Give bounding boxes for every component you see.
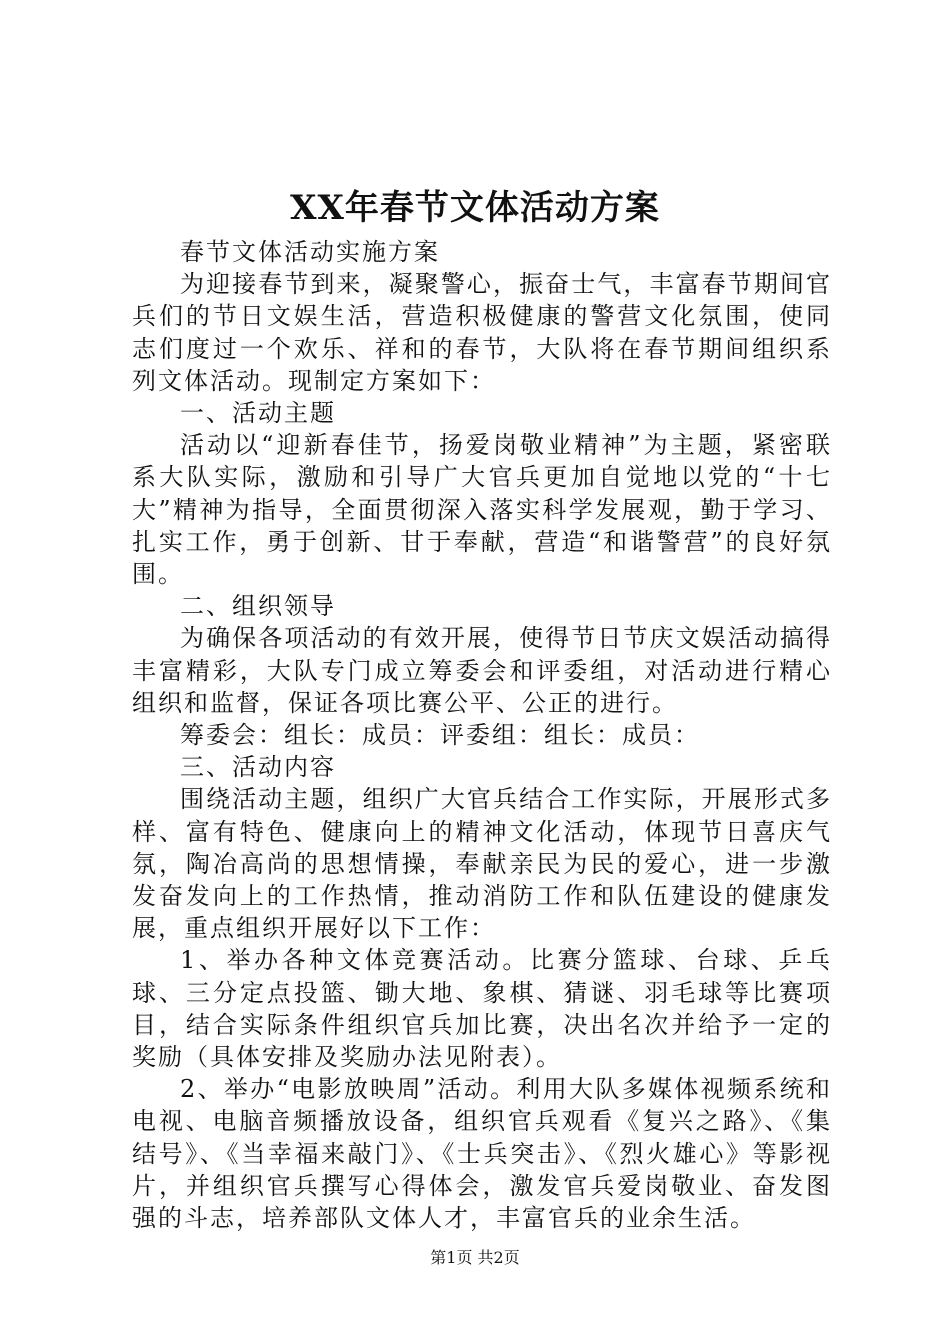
section-heading-theme: 一、活动主题 <box>180 399 336 428</box>
paragraph-subtitle: 春节文体活动实施方案 <box>180 238 440 266</box>
paragraph-committee: 筹委会：组长：成员：评委组：组长：成员： <box>180 721 700 750</box>
paragraph-content: 围绕活动主题，组织广大官兵结合工作实际，开展形式多样、富有特色、健康向上的精神文化活动，体现节日喜庆气氛，陶冶高尚的思想情操，奉献亲民为民的爱心，进一步激发奋发向上的工作热情，推动消防工作和队伍建设的健康发展，重点组织开展好以下工作： <box>132 785 832 943</box>
page-footer: 第1页 共2页 <box>430 1248 520 1267</box>
paragraph-leadership: 为确保各项活动的有效开展，使得节日节庆文娱活动搞得丰富精彩，大队专门成立筹委会和评委组，对活动进行精心组织和监督，保证各项比赛公平、公正的进行。 <box>132 624 832 717</box>
document-body <box>132 236 832 1234</box>
paragraph-intro: 为迎接春节到来，凝聚警心，振奋士气，丰富春节期间官兵们的节日文娱生活，营造积极健康的警营文化氛围，使同志们度过一个欢乐、祥和的春节，大队将在春节期间组织系列文体活动。现制定方案如下： <box>132 270 832 395</box>
section-heading-content: 三、活动内容 <box>180 753 336 782</box>
paragraph-item-2: 2、举办“电影放映周”活动。利用大队多媒体视频系统和电视、电脑音频播放设备，组织官兵观看《复兴之路》、《集结号》、《当幸福来敲门》、《士兵突击》、《烈火雄心》等影视片，并组织官兵撰写心得体会，激发官兵爱岗敬业、奋发图强的斗志，培养部队文体人才，丰富官兵的业余生活。 <box>132 1075 832 1233</box>
document-title: XX年春节文体活动方案 <box>290 188 660 228</box>
paragraph-item-1: 1、举办各种文体竞赛活动。比赛分篮球、台球、乒乓球、三分定点投篮、锄大地、象棋、猜谜、羽毛球等比赛项目，结合实际条件组织官兵加比赛，决出名次并给予一定的奖励（具体安排及奖励办法见附表）。 <box>132 946 832 1072</box>
section-heading-leadership: 二、组织领导 <box>180 592 336 621</box>
paragraph-theme: 活动以“迎新春佳节，扬爱岗敬业精神”为主题，紧密联系大队实际，激励和引导广大官兵更加自觉地以党的“十七大”精神为指导，全面贯彻深入落实科学发展观，勤于学习、扎实工作，勇于创新、甘于奉献，营造“和谐警营”的良好氛围。 <box>132 431 832 589</box>
